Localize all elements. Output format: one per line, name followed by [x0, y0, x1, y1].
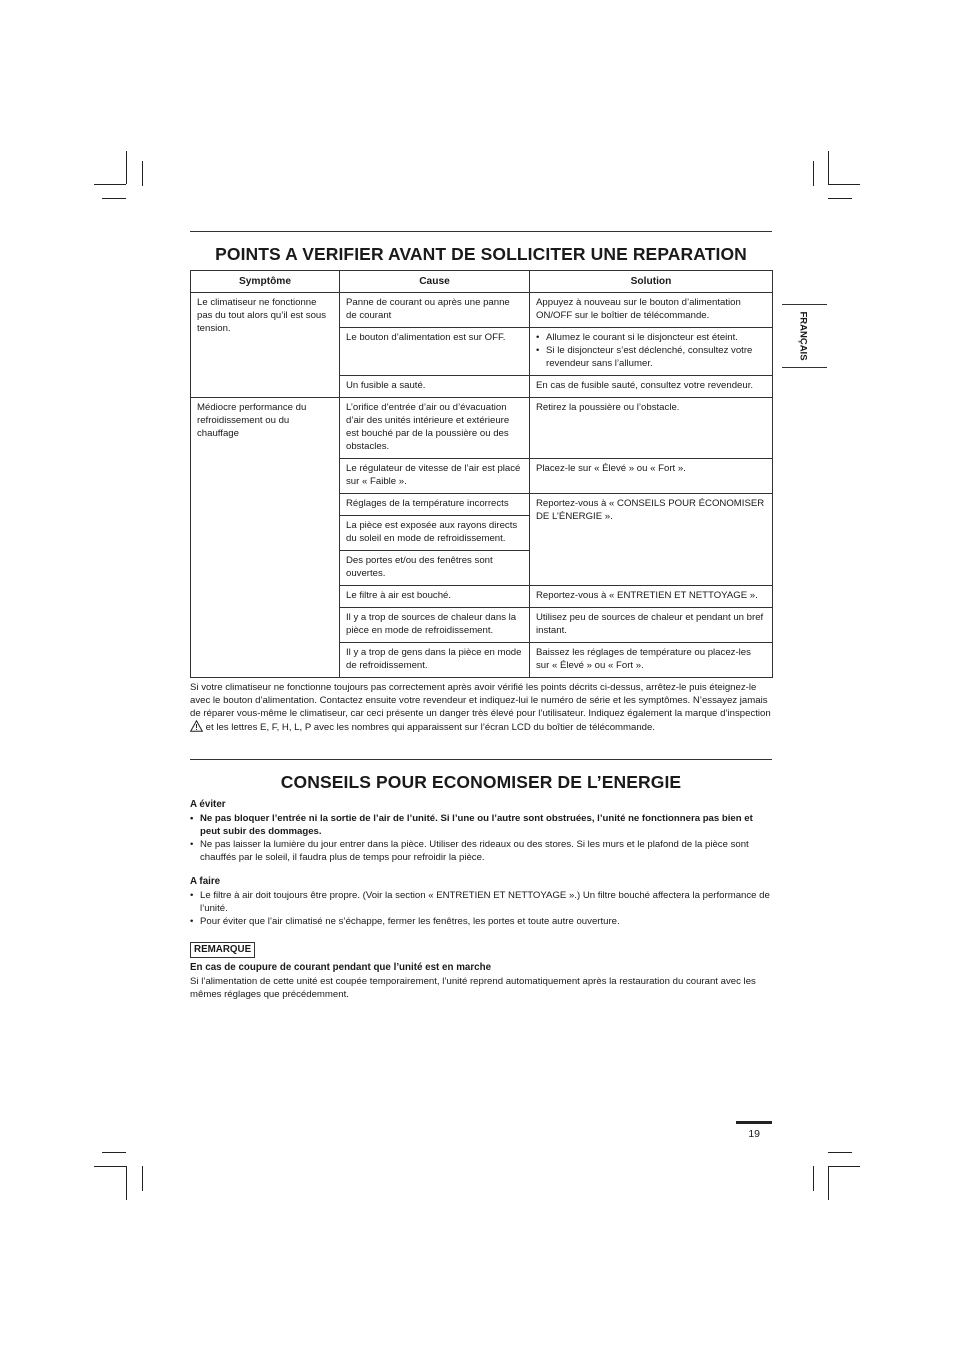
section-title-troubleshooting: POINTS A VERIFIER AVANT DE SOLLICITER UNE REPARATION: [215, 244, 747, 264]
cause-cell: Le bouton d’alimentation est sur OFF.: [340, 328, 530, 376]
solution-cell: Reportez-vous à « CONSEILS POUR ÉCONOMISER DE L’ÉNERGIE ».: [530, 494, 773, 586]
solution-bullet: • Si le disjoncteur s’est déclenché, consultez votre revendeur sans l’allumer.: [536, 345, 753, 369]
solution-bullet: • Allumez le courant si le disjoncteur est éteint.: [536, 332, 738, 343]
crop-mark: [828, 198, 852, 199]
section-rule: [190, 231, 772, 232]
remark-label: REMARQUE: [190, 942, 255, 958]
section-title-energy: CONSEILS POUR ECONOMISER DE L’ENERGIE: [280, 772, 682, 792]
remark-text: Si l’alimentation de cette unité est coupée temporairement, l’unité reprend automatiquement après la restauration du courant avec les mêmes réglages que précédemment.: [190, 976, 756, 1000]
troubleshooting-table: [190, 270, 773, 678]
solution-cell: Appuyez à nouveau sur le bouton d’alimentation ON/OFF sur le boîtier de télécommande.: [530, 293, 773, 328]
solution-cell: Placez-le sur « Élevé » ou « Fort ».: [530, 459, 773, 494]
cause-cell: Panne de courant ou après une panne de courant: [340, 293, 530, 328]
crop-mark: [102, 1152, 126, 1153]
cause-cell: Un fusible a sauté.: [340, 376, 530, 398]
list-item: • Le filtre à air doit toujours être propre. (Voir la section « ENTRETIEN ET NETTOYAGE ».) Un filtre bouché affectera la performance de l’unité.: [190, 890, 770, 914]
crop-mark: [126, 151, 127, 184]
cause-cell: La pièce est exposée aux rayons directs du soleil en mode de refroidissement.: [340, 516, 530, 551]
section-rule: [190, 759, 772, 760]
solution-cell: En cas de fusible sauté, consultez votre revendeur.: [530, 376, 773, 398]
symptom-cell: Médiocre performance du refroidissement ou du chauffage: [191, 398, 340, 678]
language-tab: [782, 304, 827, 368]
crop-mark: [102, 198, 126, 199]
list-item: • Ne pas laisser la lumière du jour entrer dans la pièce. Utiliser des rideaux ou des stores. Si les murs et le plafond de la pièce sont chauffés par le soleil, il faudra plus de temps pour refroidir la pièce.: [190, 839, 749, 863]
avoid-heading: A éviter: [190, 799, 226, 810]
cause-cell: Le régulateur de vitesse de l’air est placé sur « Faible ».: [340, 459, 530, 494]
cause-cell: Il y a trop de gens dans la pièce en mode de refroidissement.: [340, 643, 530, 678]
cause-cell: Réglages de la température incorrects: [340, 494, 530, 516]
crop-mark: [813, 1166, 814, 1191]
header-cause: Cause: [340, 271, 530, 293]
avoid-list: [190, 812, 772, 864]
symptom-cell: Le climatiseur ne fonctionne pas du tout alors qu’il est sous tension.: [191, 293, 340, 398]
solution-cell: Utilisez peu de sources de chaleur et pendant un bref instant.: [530, 608, 773, 643]
solution-cell: Retirez la poussière ou l’obstacle.: [530, 398, 773, 459]
crop-mark: [828, 1166, 860, 1167]
do-list: [190, 889, 772, 928]
warning-triangle-icon: [190, 720, 203, 732]
solution-cell: [530, 328, 773, 376]
crop-mark: [126, 1166, 127, 1200]
solution-cell: Reportez-vous à « ENTRETIEN ET NETTOYAGE ».: [530, 586, 773, 608]
list-item: • Pour éviter que l’air climatisé ne s’échappe, fermer les fenêtres, les portes et toute autre ouverture.: [190, 916, 620, 927]
language-label: FRANÇAIS: [797, 311, 809, 361]
crop-mark: [828, 1166, 829, 1200]
header-symptom: Symptôme: [191, 271, 340, 293]
solution-cell: Baissez les réglages de température ou placez-les sur « Élevé » ou « Fort ».: [530, 643, 773, 678]
crop-mark: [142, 161, 143, 186]
do-heading: A faire: [190, 876, 221, 887]
cause-cell: Il y a trop de sources de chaleur dans la pièce en mode de refroidissement.: [340, 608, 530, 643]
header-solution: Solution: [530, 271, 773, 293]
table-row: [191, 398, 773, 459]
cause-cell: L’orifice d’entrée d’air ou d’évacuation d’air des unités intérieure et extérieure est bouché par de la poussière ou des obstacles.: [340, 398, 530, 459]
crop-mark: [94, 184, 126, 185]
page-number-bar: [736, 1121, 772, 1124]
table-row: [191, 293, 773, 328]
crop-mark: [142, 1166, 143, 1191]
crop-mark: [828, 184, 860, 185]
crop-mark: [828, 151, 829, 184]
troubleshooting-note: Si votre climatiseur ne fonctionne toujours pas correctement après avoir vérifié les points décrits ci-dessus, arrêtez-le puis éteignez-le avec le bouton d’alimentation. Contactez ensuite votre revendeur et indiquez-lui le numéro de série et les symptômes. N’essayez jamais de réparer vous-même le climatiseur, car ceci présente un danger très élevé pour l’utilisateur. Indiquez également la marque d’inspection et les lettres E, F, H, L, P avec les nombres qui apparaissent sur l’écran LCD du boîtier de télécommande.: [190, 682, 771, 733]
page-number: 19: [748, 1128, 760, 1140]
cause-cell: Le filtre à air est bouché.: [340, 586, 530, 608]
table-header-row: [191, 271, 773, 293]
crop-mark: [813, 161, 814, 186]
crop-mark: [94, 1166, 126, 1167]
cause-cell: Des portes et/ou des fenêtres sont ouvertes.: [340, 551, 530, 586]
remark-heading: En cas de coupure de courant pendant que l’unité est en marche: [190, 962, 492, 973]
crop-mark: [828, 1152, 852, 1153]
list-item: • Ne pas bloquer l’entrée ni la sortie de l’air de l’unité. Si l’une ou l’autre sont obstruées, l’unité ne fonctionnera pas bien et peut subir des dommages.: [190, 813, 753, 837]
